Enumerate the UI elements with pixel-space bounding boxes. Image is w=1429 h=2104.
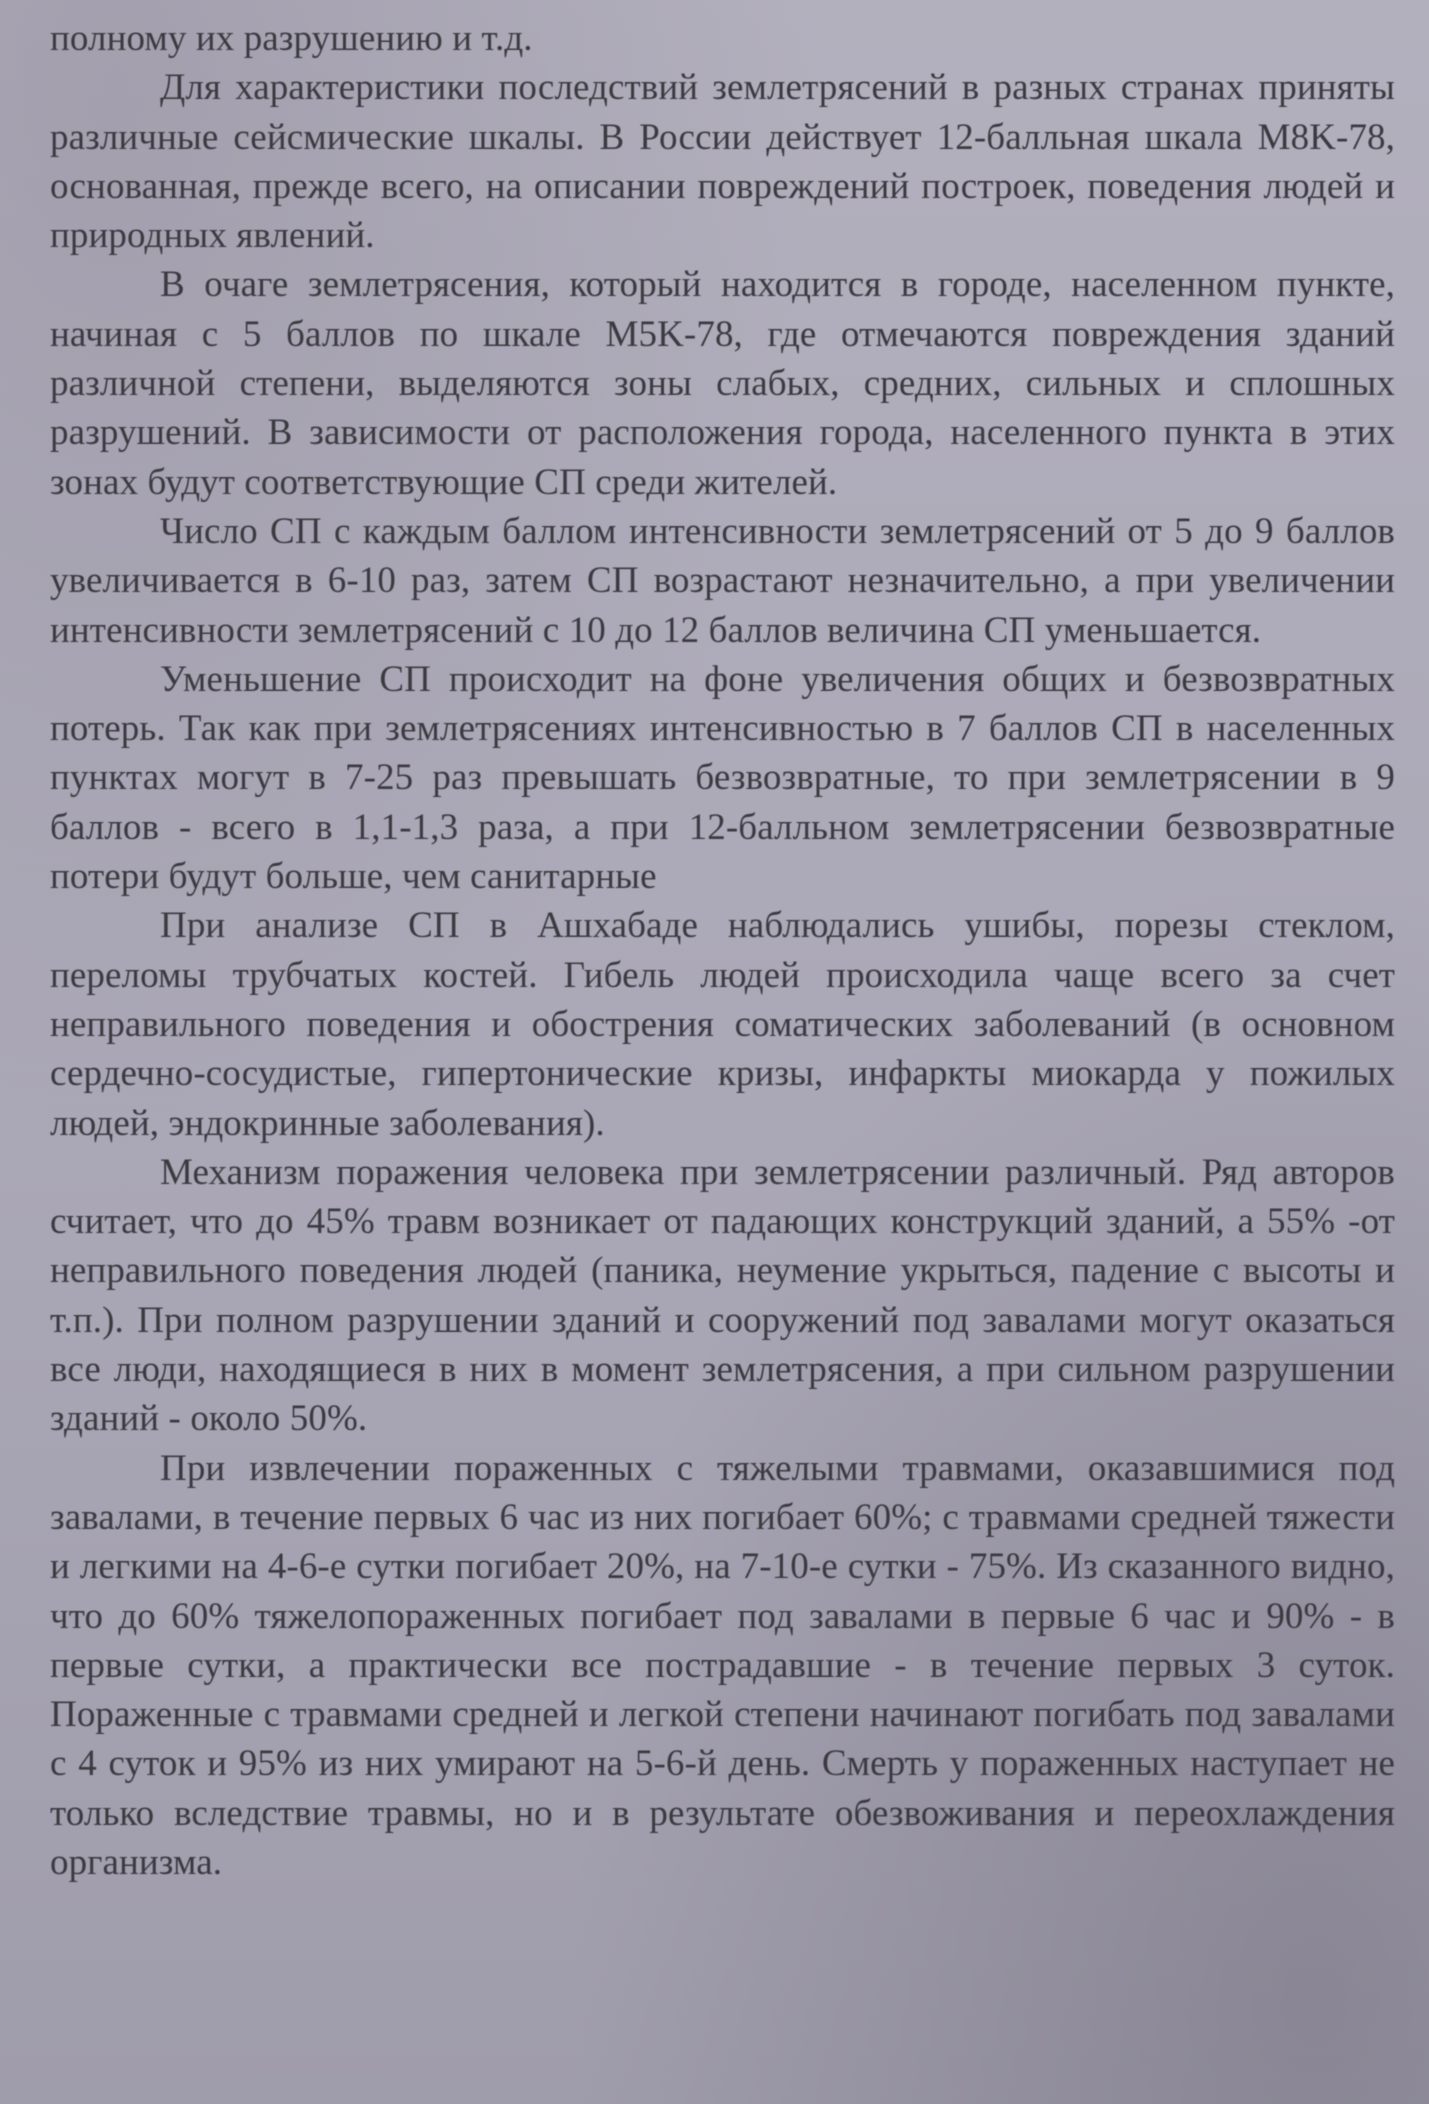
paragraph-8: При извлечении пораженных с тяжелыми травмами, оказавшимися под завалами, в течение первых 6 час из них погибает 60%; с травмами средней тяжести и легкими на 4-6-е сутки погибает 20%, на 7-10-е сутки - 75%. Из сказанного видно, что до 60% тяжелопораженных погибает под завалами в первые 6 час и 90% - в первые сутки, а практически все пострадавшие - в течение первых 3 суток. Пораженные с травмами средней и легкой степени начинают погибать под завалами с 4 суток и 95% из них умирают на 5-6-й день. Смерть у пораженных наступает не только вследствие травмы, но и в результате обезвоживания и переохлаждения организма. [50, 1447, 1395, 1883]
paragraph-6: При анализе СП в Ашхабаде наблюдались ушибы, порезы стеклом, переломы трубчатых костей. Гибель людей происходила чаще всего за счет неправильного поведения и обострения соматических заболеваний (в основном сердечно-сосудистые, гипертонические кризы, инфаркты миокарда у пожилых людей, эндокринные заболевания). [50, 905, 1395, 1144]
paragraph-2: Для характеристики последствий землетрясений в разных странах приняты различные сейсмические шкалы. В России действует 12-балльная шкала M8K-78, основанная, прежде всего, на описании повреждений построек, поведения людей и природных явлений. [50, 67, 1395, 257]
paragraph-5: Уменьшение СП происходит на фоне увеличения общих и безвозвратных потерь. Так как при землетрясениях интенсивностью в 7 баллов СП в населенных пунктах могут в 7-25 раз превышать безвозвратные, то при землетрясении в 9 баллов - всего в 1,1-1,3 раза, а при 12-балльном землетрясении безвозвратные потери будут больше, чем санитарные [50, 658, 1395, 898]
document-body [50, 14, 1395, 1887]
paragraph-1: полному их разрушению и т.д. [50, 18, 533, 59]
paragraph-7: Механизм поражения человека при землетрясении различный. Ряд авторов считает, что до 45% травм возникает от падающих конструкций зданий, а 55% -от неправильного поведения людей (паника, неумение укрыться, падение с высоты и т.п.). При полном разрушении зданий и сооружений под завалами могут оказаться все люди, находящиеся в них в момент землетрясения, а при сильном разрушении зданий - около 50%. [50, 1151, 1395, 1440]
paragraph-4: Число СП с каждым баллом интенсивности землетрясений от 5 до 9 баллов увеличивается в 6-10 раз, затем СП возрастают незначительно, а при увеличении интенсивности землетрясений с 10 до 12 баллов величина СП уменьшается. [50, 510, 1395, 651]
paragraph-3: В очаге землетрясения, который находится в городе, населенном пункте, начиная с 5 баллов по шкале M5K-78, где отмечаются повреждения зданий различной степени, выделяются зоны слабых, средних, сильных и сплошных разрушений. В зависимости от расположения города, населенного пункта в этих зонах будут соответствующие СП среди жителей. [50, 264, 1395, 503]
